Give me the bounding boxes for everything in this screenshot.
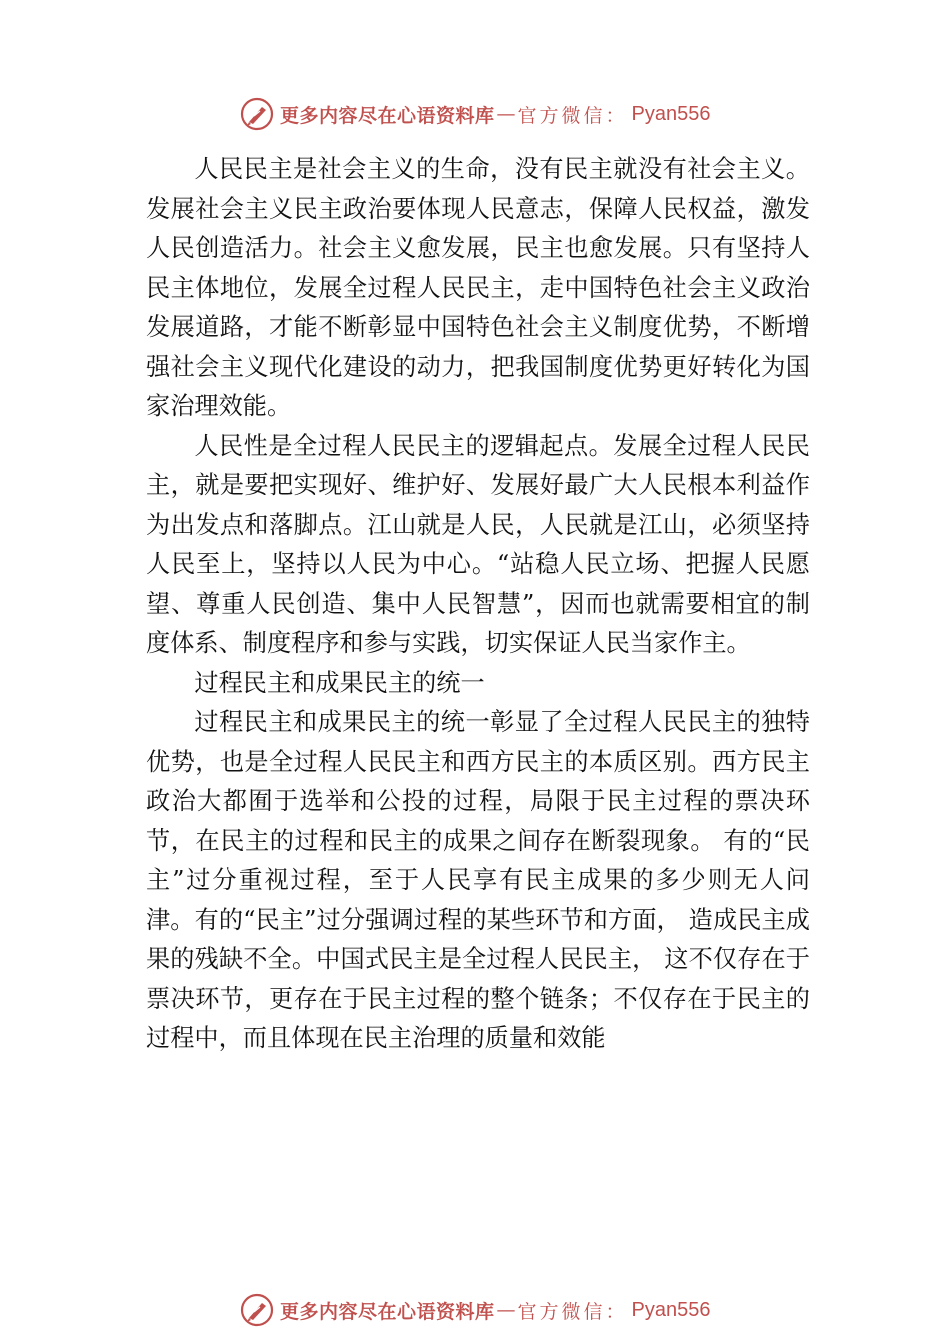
watermark-separator: — [496, 1299, 516, 1321]
footer-watermark [240, 1292, 711, 1328]
watermark-main-text: 更多内容尽在心语资料库 [280, 104, 495, 127]
watermark-separator: — [496, 103, 516, 125]
header-watermark [240, 96, 711, 132]
document-body [146, 150, 810, 1059]
paragraph: 人民性是全过程人民民主的逻辑起点。发展全过程人民民主，就是要把实现好、维护好、发展好最广大人民根本利益作为出发点和落脚点。江山就是人民，人民就是江山，必须坚持人民至上，坚持以人民为中心。“站稳人民立场、把握人民愿望、尊重人民创造、集中人民智慧”，因而也就需要相宜的制度体系、制度程序和参与实践，切实保证人民当家作主。 [146, 431, 810, 657]
watermark-wechat-id: Pyan556 [631, 1298, 711, 1321]
watermark-main-text: 更多内容尽在心语资料库 [280, 1300, 495, 1323]
paragraph: 人民民主是社会主义的生命，没有民主就没有社会主义。发展社会主义民主政治要体现人民意志，保障人民权益，激发人民创造活力。社会主义愈发展，民主也愈发展。只有坚持人民主体地位，发展全过程人民民主，走中国特色社会主义政治发展道路，才能不断彰显中国特色社会主义制度优势，不断增强社会主义现代化建设的动力，把我国制度优势更好转化为国家治理效能。 [146, 155, 810, 420]
watermark-label: 官方微信： [517, 104, 628, 127]
paragraph: 过程民主和成果民主的统一彰显了全过程人民民主的独特优势，也是全过程人民民主和西方民主的本质区别。西方民主政治大都囿于选举和公投的过程，局限于民主过程的票决环节，在民主的过程和民主的成果之间存在断裂现象。 有的“民主”过分重视过程，至于人民享有民主成果的多少则无人问津。有的“民主”过分强调过程的某些环节和方面， 造成民主成果的残缺不全。中国式民主是全过程人民民主， 这不仅存在于票决环节，更存在于民主过程的整个链条；不仅存在于民主的过程中，而且体现在民主治理的质量和效能 [146, 708, 810, 1052]
section-heading: 过程民主和成果民主的统一 [194, 668, 485, 697]
pen-nib-logo-icon [240, 97, 274, 131]
pen-nib-logo-icon [240, 1293, 274, 1327]
watermark-label: 官方微信： [517, 1300, 628, 1323]
watermark-wechat-id: Pyan556 [631, 102, 711, 125]
